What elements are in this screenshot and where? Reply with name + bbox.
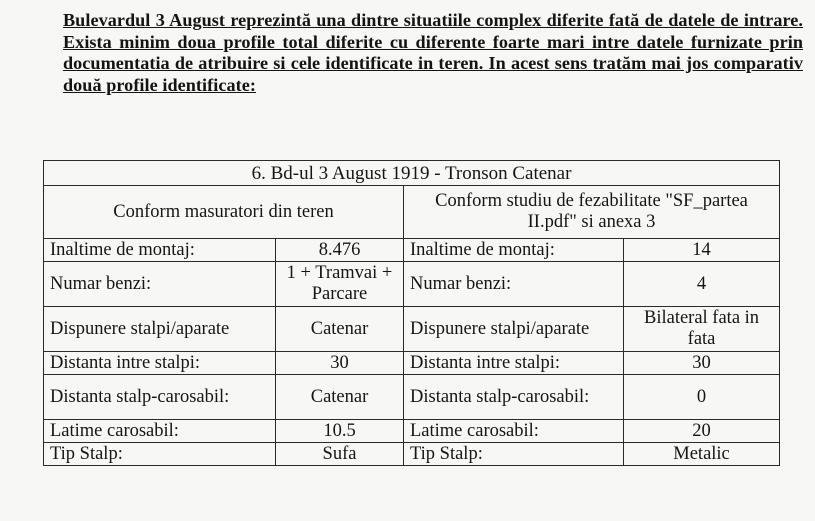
row-value-left: 1 + Tramvai + Parcare	[276, 262, 404, 307]
row-label-left: Inaltime de montaj:	[44, 239, 276, 262]
header-field-measurements: Conform masuratori din teren	[44, 186, 404, 239]
row-label-right: Latime carosabil:	[404, 420, 624, 443]
row-value-left: 8.476	[276, 239, 404, 262]
row-value-right: 0	[624, 375, 780, 420]
table-row	[44, 239, 780, 262]
row-label-left: Distanta intre stalpi:	[44, 352, 276, 375]
row-label-right: Dispunere stalpi/aparate	[404, 307, 624, 352]
table-row	[44, 375, 780, 420]
intro-text: Bulevardul 3 August reprezintă una dintre situatiile complex diferite fată de datele de intrare. Exista minim doua profile total diferite cu diferente foarte mari intre datele furnizate prin documentatia de atribuire si cele identificate in teren. In acest sens tratăm mai jos comparativ două profile identificate:	[63, 10, 803, 95]
row-label-right: Distanta intre stalpi:	[404, 352, 624, 375]
row-value-left: 10.5	[276, 420, 404, 443]
row-value-right: 30	[624, 352, 780, 375]
table-row	[44, 307, 780, 352]
row-value-right: 14	[624, 239, 780, 262]
table-row	[44, 262, 780, 307]
row-label-right: Inaltime de montaj:	[404, 239, 624, 262]
comparison-table	[43, 160, 780, 466]
row-label-left: Latime carosabil:	[44, 420, 276, 443]
table-row	[44, 420, 780, 443]
row-label-left: Numar benzi:	[44, 262, 276, 307]
row-value-left: Catenar	[276, 307, 404, 352]
row-value-right: Metalic	[624, 443, 780, 466]
row-label-right: Numar benzi:	[404, 262, 624, 307]
row-label-right: Distanta stalp-carosabil:	[404, 375, 624, 420]
row-value-right: 4	[624, 262, 780, 307]
row-value-left: Sufa	[276, 443, 404, 466]
row-label-left: Dispunere stalpi/aparate	[44, 307, 276, 352]
table-row	[44, 352, 780, 375]
row-label-left: Tip Stalp:	[44, 443, 276, 466]
row-value-right: Bilateral fata in fata	[624, 307, 780, 352]
row-label-left: Distanta stalp-carosabil:	[44, 375, 276, 420]
row-label-right: Tip Stalp:	[404, 443, 624, 466]
table-title: 6. Bd-ul 3 August 1919 - Tronson Catenar	[44, 161, 780, 186]
intro-paragraph	[51, 10, 803, 96]
row-value-left: Catenar	[276, 375, 404, 420]
row-value-left: 30	[276, 352, 404, 375]
row-value-right: 20	[624, 420, 780, 443]
header-feasibility-study: Conform studiu de fezabilitate "SF_partea II.pdf" si anexa 3	[404, 186, 780, 239]
table-row	[44, 443, 780, 466]
